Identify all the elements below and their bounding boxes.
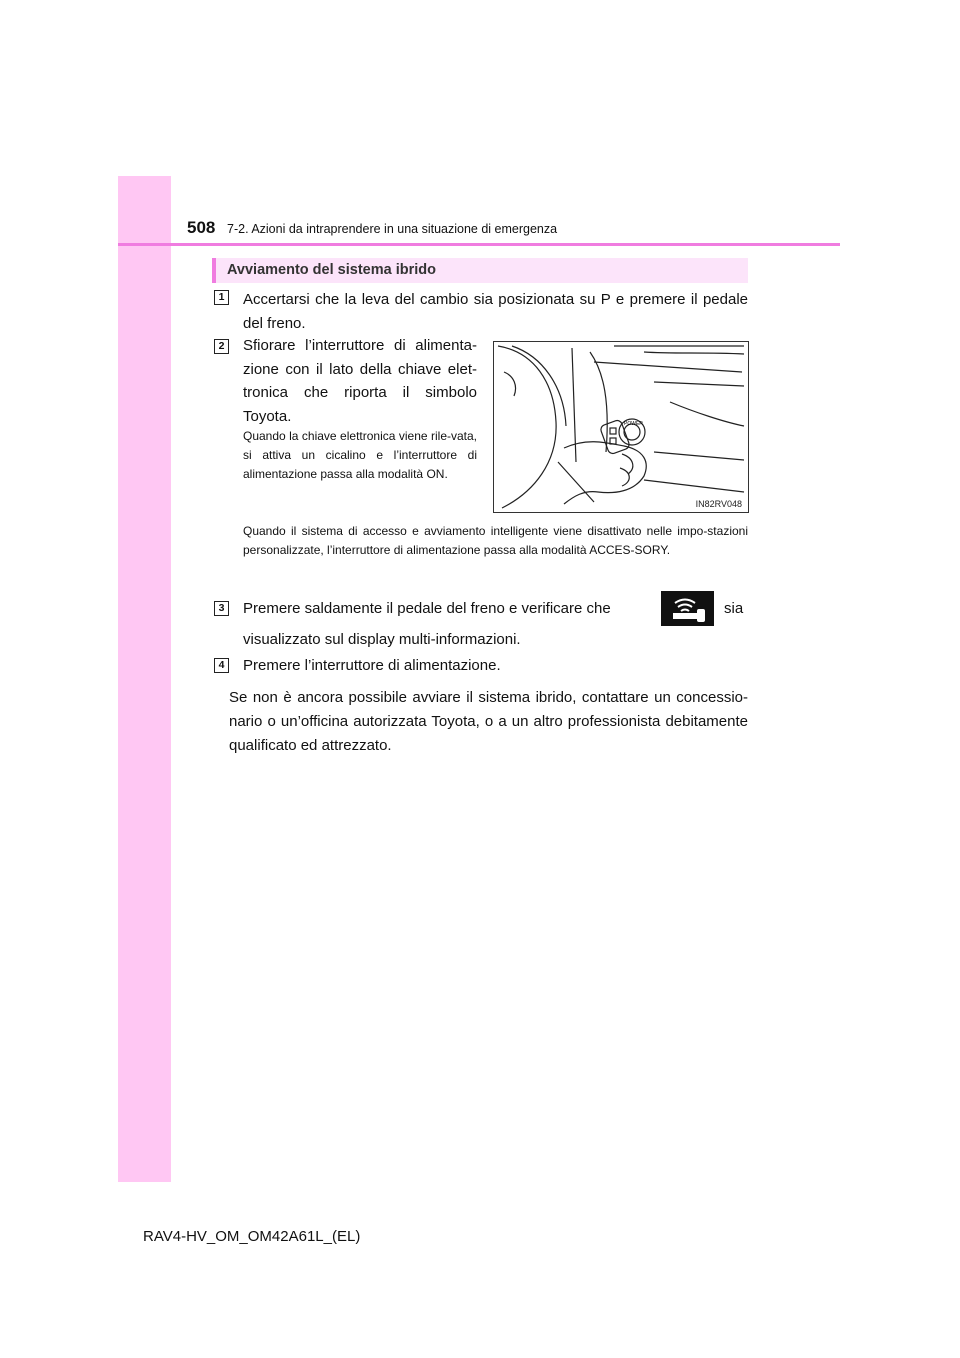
header-divider (118, 243, 840, 246)
sidebar-band (118, 176, 171, 1182)
step-number-3: 3 (214, 601, 229, 616)
step-number-1: 1 (214, 290, 229, 305)
step-3-text-b: sia (724, 600, 744, 617)
figure-id: IN82RV048 (695, 499, 742, 509)
step-1-text: Accertarsi che la leva del cambio sia posizionata su P e premere il pedale del freno. (243, 291, 748, 332)
step-number-2: 2 (214, 339, 229, 354)
chapter-title: 7-2. Azioni da intraprendere in una situazione di emergenza (227, 222, 558, 236)
step-2-text: Sfiorare l’interruttore di alimenta-zione con il lato della chiave elet-tronica che riporta il simbolo Toyota. (243, 337, 477, 425)
section-heading-text: Avviamento del sistema ibrido (227, 262, 436, 278)
step-number-4: 4 (214, 658, 229, 673)
power-switch-illustration (493, 341, 749, 513)
step-4-text: Premere l’interruttore di alimentazione. (243, 657, 501, 674)
key-touch-drawing (494, 342, 748, 512)
closing-paragraph: Se non è ancora possibile avviare il sistema ibrido, contattare un concessio-nario o un’officina autorizzata Toyota, o a un altro professionista debitamente qualificato ed attrezzato. (229, 689, 748, 754)
page-number: 508 (187, 218, 216, 237)
step-2-note-2: Quando il sistema di accesso e avviamento intelligente viene disattivato nelle impo-stazioni personalizzate, l’interruttore di alimentazione passa alla modalità ACCES-SORY. (243, 524, 748, 557)
section-heading (212, 258, 748, 283)
step-2-note: Quando la chiave elettronica viene rile-vata, si attiva un cicalino e l’interruttore di alimentazione passa alla modalità ON. (243, 429, 477, 481)
key-indicator-icon (661, 591, 714, 626)
step-3-text-a: Premere saldamente il pedale del freno e verificare che (243, 600, 611, 617)
power-button-label: POWER (624, 421, 643, 427)
smart-key-indicator (661, 591, 714, 626)
document-code: RAV4-HV_OM_OM42A61L_(EL) (143, 1228, 361, 1245)
step-3-text-c: visualizzato sul display multi-informazioni. (243, 631, 521, 648)
